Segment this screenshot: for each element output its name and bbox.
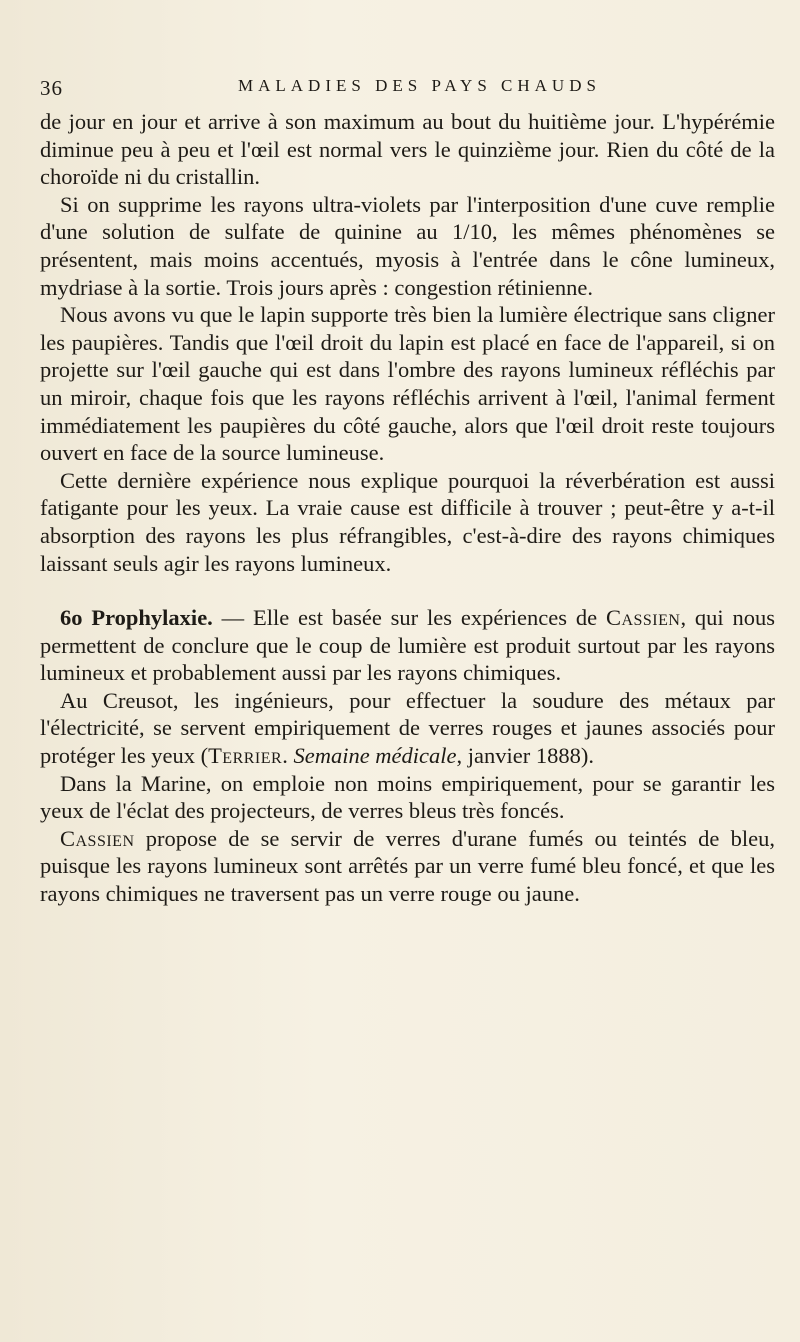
paragraph-text: propose de se servir de verres d'urane fumés ou teintés de bleu, puisque les rayons lumineux sont arrêtés par un verre fumé bleu foncé, et que les rayons chimiques ne traversent pas un verre rouge ou jaune. [40,825,775,907]
paragraph-prophylaxie [40,604,775,687]
paragraph-text: Au Creusot, les ingénieurs, pour effectuer la soudure des métaux par l'électricité, se servent empiriquement de verres rouges et jaunes associés pour protéger les yeux ( [40,687,775,769]
paragraph-text: — Elle est basée sur les expériences de [212,605,606,631]
journal-title: Semaine médicale [293,743,457,769]
paragraph-text: , janvier 1888). [456,743,594,769]
paragraph-text: , qui nous permettent de conclure que le coup de lumière est produit surtout par les rayons lumineux et probablement aussi par les rayons chimiques. [40,605,776,686]
paragraph-cassien [40,825,775,908]
author-name: Cassien [60,825,135,851]
paragraph-3: Nous avons vu que le lapin supporte très bien la lumière électrique sans cligner les paupières. Tandis que l'œil droit du lapin est placé en face de l'appareil, si on projette sur l'œil gauche qui est dans l'ombre des rayons lumineux réfléchis par un miroir, chaque fois que les rayons réfléchis arrivent à l'œil, l'animal ferment immédiatement les paupières du côté gauche, alors que l'œil droit reste toujours ouvert en face de la source lumineuse. [40,302,775,466]
paragraph-2: Si on supprime les rayons ultra-violets par l'interposition d'une cuve remplie d'une solution de sulfate de quinine au 1/10, les mêmes phénomènes se présentent, mais moins accentués, myosis à l'entrée dans le cône lumineux, mydriase à la sortie. Trois jours après : congestion rétinienne. [40,191,775,300]
paragraph-creusot [40,687,775,770]
page-body [40,108,775,908]
paragraph-marine: Dans la Marine, on emploie non moins empiriquement, pour se garantir les yeux de l'éclat des projecteurs, de verres bleus très foncés. [40,770,775,824]
paragraph-4: Cette dernière expérience nous explique pourquoi la réverbération est aussi fatigante pour les yeux. La vraie cause est difficile à trouver ; peut-être y a-t-il absorption des rayons les plus réfrangibles, c'est-à-dire des rayons chimiques laissant seuls agir les rayons lumineux. [40,467,775,576]
paragraph-text: . [282,743,294,769]
page-number: 36 [40,76,63,100]
page-header [40,64,780,104]
paragraph-1: de jour en jour et arrive à son maximum au bout du huitième jour. L'hypérémie diminue peu à peu et l'œil est normal vers le quinzième jour. Rien du côté de la choroïde ni du cristallin. [40,109,775,190]
running-title: MALADIES DES PAYS CHAUDS [238,76,601,95]
author-name: Cassien [605,605,681,631]
section-heading: 6o Prophylaxie. [60,605,213,631]
author-name: Terrier [208,743,283,769]
section-gap [40,577,775,604]
